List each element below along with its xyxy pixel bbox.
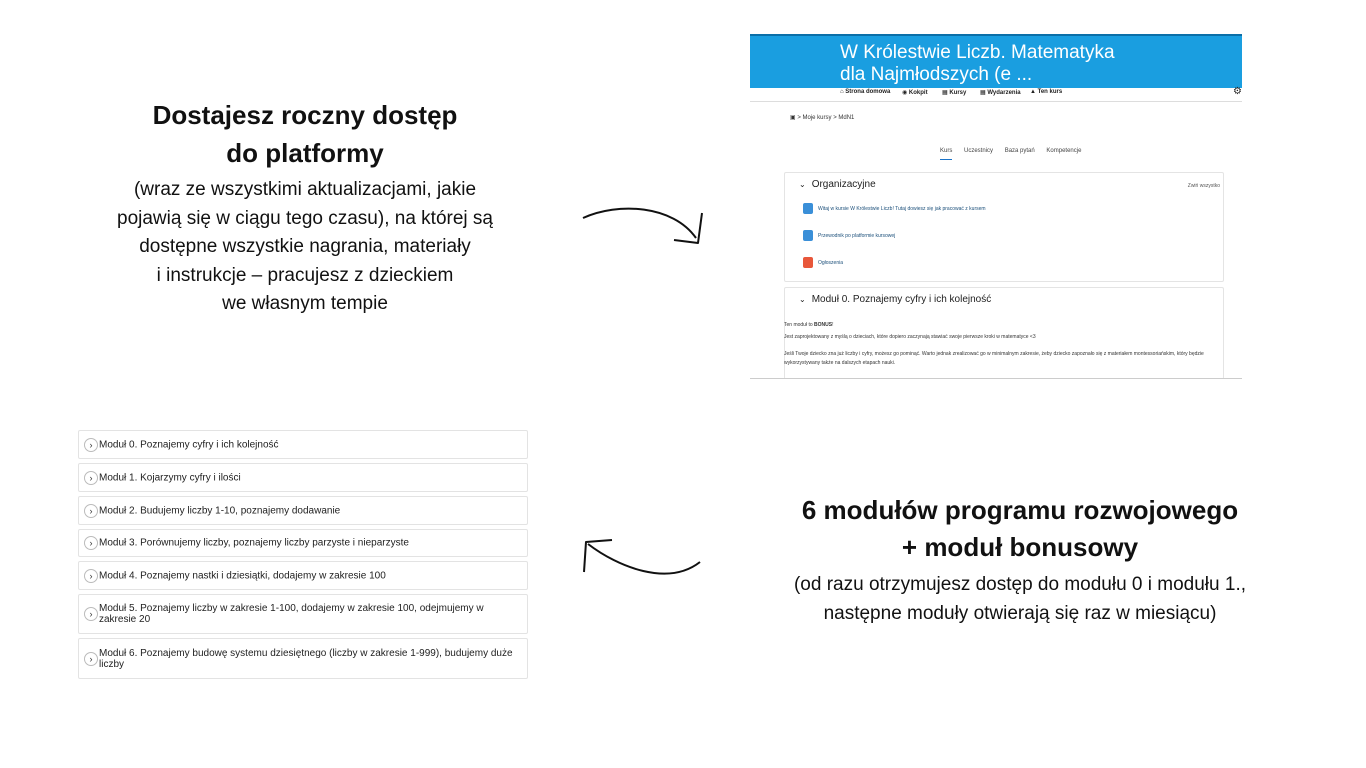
module-desc-2: Jeśli Twoje dziecko zna już liczby i cyfry, możesz go pominąć. Warto jednak zrealizować go w minimalnym zakresie, żeby dziecko zapoznało się z materiałem montessoriańskim, który będzie wykorzystywany także na dalszych etapach nauki. bbox=[784, 351, 1204, 366]
tab-participants[interactable]: Uczestnicy bbox=[964, 148, 994, 154]
chevron-right-icon[interactable]: › bbox=[84, 569, 98, 583]
chevron-right-icon[interactable]: › bbox=[84, 504, 98, 518]
modules-info-block bbox=[740, 492, 1300, 628]
platform-access-block bbox=[60, 96, 550, 319]
nav-dashboard[interactable]: ◉ Kokpit bbox=[902, 90, 928, 96]
bonus-prefix: Ten moduł to bbox=[784, 322, 813, 328]
page-icon bbox=[803, 203, 813, 214]
section-title-text: Moduł 0. Poznajemy cyfry i ich kolejność bbox=[811, 294, 992, 305]
bonus-suffix: ! bbox=[832, 322, 834, 328]
breadcrumb-text[interactable]: > Moje kursy > MdN1 bbox=[797, 115, 855, 121]
arrow-right-icon bbox=[578, 200, 708, 255]
list-item[interactable] bbox=[803, 257, 843, 268]
chevron-right-icon[interactable]: › bbox=[84, 607, 98, 621]
module-row[interactable] bbox=[78, 430, 528, 459]
gear-icon[interactable]: ⚙ bbox=[1233, 86, 1242, 97]
platform-description bbox=[60, 176, 550, 319]
module-row[interactable] bbox=[78, 594, 528, 634]
module-row[interactable] bbox=[78, 561, 528, 590]
module-label: Moduł 1. Kojarzymy cyfry i ilości bbox=[99, 472, 241, 483]
list-item[interactable] bbox=[803, 203, 986, 214]
item-label: Ogłoszenia bbox=[818, 259, 844, 266]
chevron-down-icon[interactable]: ⌄ bbox=[799, 295, 806, 304]
section-title[interactable] bbox=[799, 179, 876, 190]
module-label: Moduł 4. Poznajemy nastki i dziesiątki, dodajemy w zakresie 100 bbox=[99, 570, 386, 581]
module-label: Moduł 2. Budujemy liczby 1-10, poznajemy dodawanie bbox=[99, 505, 341, 516]
course-title-line: W Królestwie Liczb. Matematyka bbox=[840, 42, 1115, 63]
course-banner bbox=[750, 34, 1242, 88]
chevron-right-icon[interactable]: › bbox=[84, 471, 98, 485]
course-title-line: dla Najmłodszych (e ... bbox=[840, 64, 1033, 85]
tab-course[interactable]: Kurs bbox=[940, 148, 952, 160]
module-desc-1: Jest zaprojektowany z myślą o dzieciach, które dopiero zaczynają stawiać swoje pierwsze kroki w matematyce <3 bbox=[784, 334, 1036, 340]
collapse-all-link[interactable]: Zwiń wszystko bbox=[1187, 183, 1220, 189]
module-label: Moduł 5. Poznajemy liczby w zakresie 1-100, dodajemy w zakresie 100, odejmujemy w zakresie 20 bbox=[99, 603, 484, 625]
nav-events-label: Wydarzenia bbox=[987, 90, 1021, 96]
platform-desc-line: dostępne wszystkie nagrania, materiały bbox=[139, 236, 471, 257]
modules-heading-line2: + moduł bonusowy bbox=[901, 532, 1139, 562]
tab-competencies[interactable]: Kompetencje bbox=[1046, 148, 1082, 154]
section-organizational bbox=[784, 172, 1224, 282]
nav-home-label: Strona domowa bbox=[845, 89, 891, 95]
nav-this-course[interactable]: ▲ Ten kurs bbox=[1030, 89, 1063, 95]
course-navbar bbox=[750, 86, 1242, 102]
module-label: Moduł 3. Porównujemy liczby, poznajemy liczby parzyste i nieparzyste bbox=[99, 537, 409, 549]
module-row[interactable] bbox=[78, 529, 528, 557]
page-icon bbox=[803, 230, 813, 241]
forum-icon bbox=[803, 257, 813, 268]
course-tabs bbox=[940, 148, 1091, 154]
folder-icon: ▣ bbox=[790, 115, 796, 121]
module-row[interactable] bbox=[78, 463, 528, 492]
chevron-down-icon[interactable]: ⌄ bbox=[799, 180, 806, 189]
modules-description bbox=[740, 570, 1300, 628]
course-platform-screenshot bbox=[750, 34, 1242, 379]
platform-heading-line1: Dostajesz roczny dostęp bbox=[152, 100, 458, 130]
bonus-note bbox=[784, 321, 1224, 330]
platform-desc-line: we własnym tempie bbox=[222, 293, 388, 314]
modules-desc-line: następne moduły otwierają się raz w miesiącu) bbox=[823, 603, 1217, 624]
chevron-right-icon[interactable]: › bbox=[84, 652, 98, 666]
item-label: Przewodnik po platformie kursowej bbox=[818, 232, 896, 239]
module-row[interactable] bbox=[78, 496, 528, 525]
module-label: Moduł 0. Poznajemy cyfry i ich kolejność bbox=[99, 439, 279, 450]
platform-heading-line2: do platformy bbox=[226, 138, 384, 168]
chevron-right-icon[interactable]: › bbox=[84, 536, 98, 550]
tab-question-bank[interactable]: Baza pytań bbox=[1004, 148, 1035, 154]
nav-events[interactable]: ▦ Wydarzenia bbox=[980, 90, 1021, 96]
modules-heading-line1: 6 modułów programu rozwojowego bbox=[801, 495, 1239, 525]
breadcrumb bbox=[790, 114, 854, 121]
platform-desc-line: pojawią się w ciągu tego czasu), na której są bbox=[117, 207, 493, 229]
nav-this-course-label: Ten kurs bbox=[1037, 89, 1063, 95]
list-item[interactable] bbox=[803, 230, 895, 241]
platform-desc-line: i instrukcje – pracujesz z dzieckiem bbox=[156, 264, 454, 286]
bonus-word: BONUS bbox=[814, 322, 833, 328]
item-label: Witaj w kursie W Królestwie Liczb! Tutaj dowiesz się jak pracować z kursem bbox=[818, 205, 986, 212]
course-title bbox=[840, 42, 1115, 86]
section-title-text: Organizacyjne bbox=[811, 179, 876, 190]
arrow-left-icon bbox=[578, 532, 708, 582]
section-title[interactable] bbox=[799, 294, 991, 305]
platform-desc-line: (wraz ze wszystkimi aktualizacjami, jakie bbox=[133, 179, 477, 200]
modules-desc-line: (od razu otrzymujesz dostęp do modułu 0 i modułu 1., bbox=[793, 574, 1246, 595]
nav-dashboard-label: Kokpit bbox=[908, 90, 928, 96]
nav-courses-label: Kursy bbox=[949, 90, 967, 96]
module-row[interactable] bbox=[78, 638, 528, 679]
nav-home[interactable]: ⌂ Strona domowa bbox=[840, 89, 891, 95]
chevron-right-icon[interactable]: › bbox=[84, 438, 98, 452]
nav-courses[interactable]: ▦ Kursy bbox=[942, 90, 967, 96]
module-label: Moduł 6. Poznajemy budowę systemu dziesiętnego (liczby w zakresie 1-999), budujemy duże liczby bbox=[99, 647, 513, 670]
